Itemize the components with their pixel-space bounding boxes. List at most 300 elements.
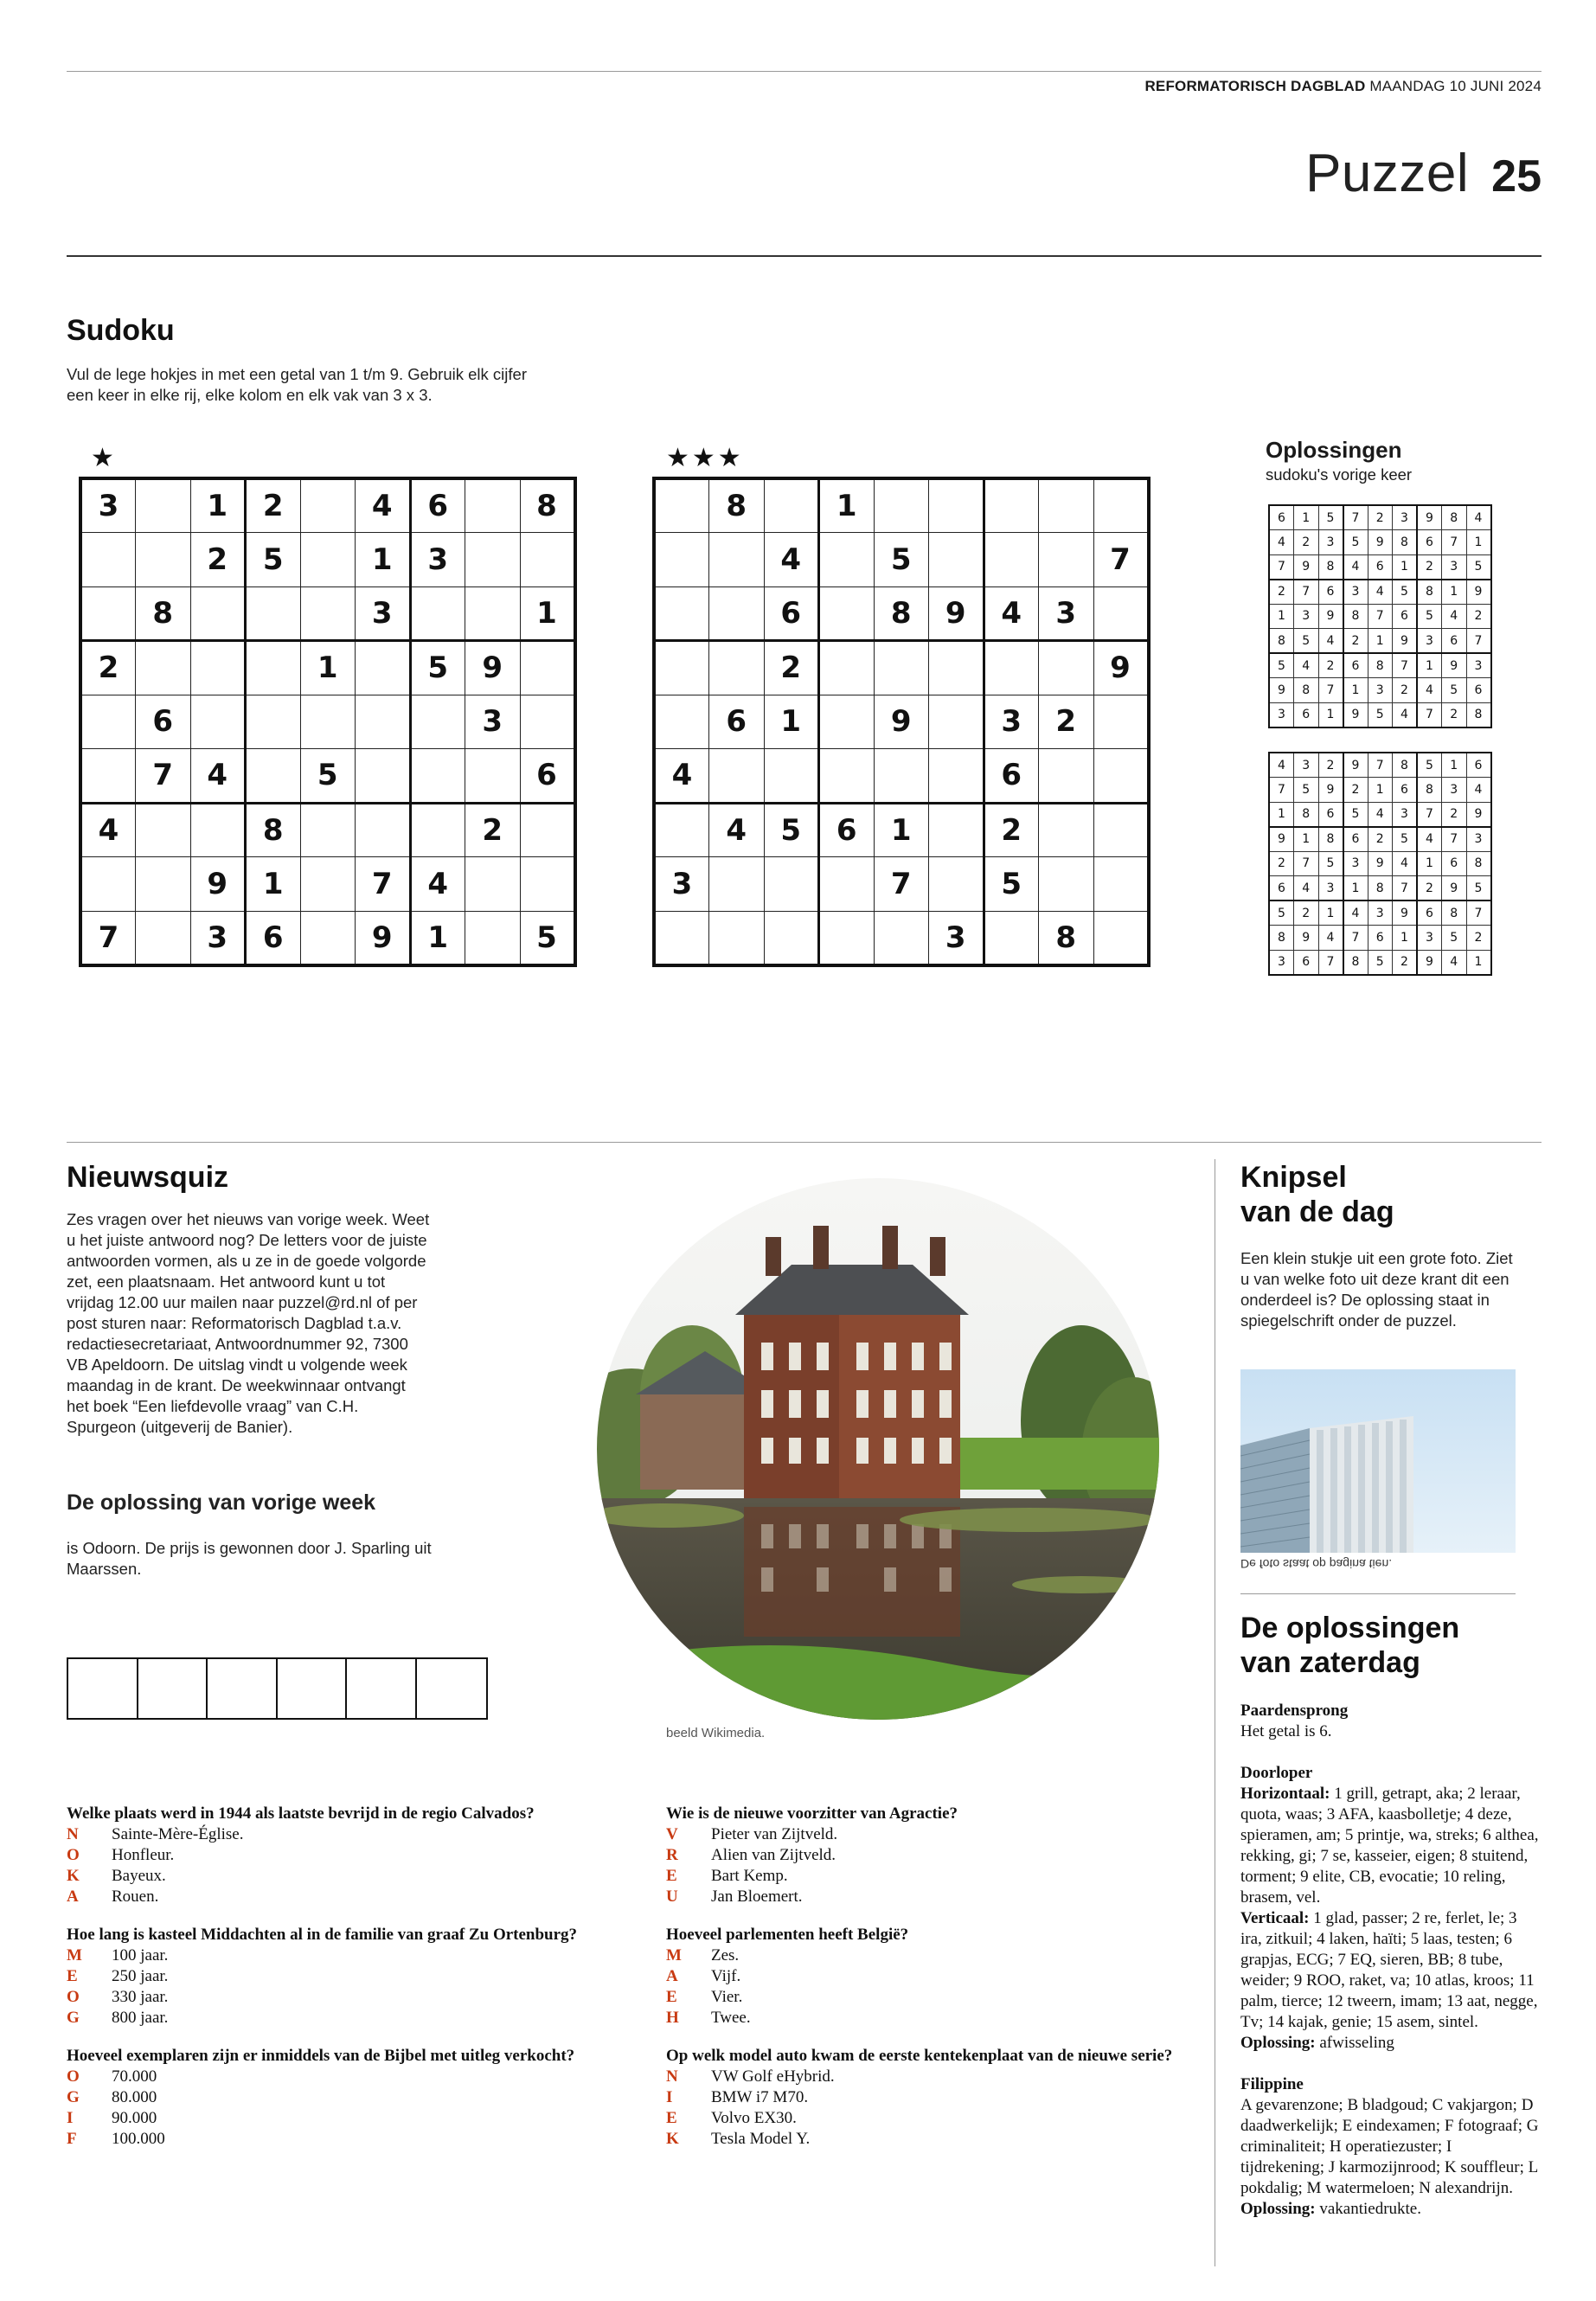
answer-option	[67, 1945, 586, 1966]
grid-cell[interactable]	[300, 803, 356, 857]
zaterdag-solutions	[1240, 1701, 1539, 2220]
grid-cell[interactable]	[1093, 695, 1149, 749]
grid-cell[interactable]: 7	[1093, 533, 1149, 587]
option-letter: A	[67, 1888, 79, 1906]
grid-cell: 8	[1442, 901, 1467, 926]
grid-cell[interactable]: 4	[709, 803, 765, 857]
grid-cell[interactable]: 6	[984, 749, 1039, 804]
grid-cell[interactable]	[465, 533, 521, 587]
grid-cell: 2	[1269, 580, 1294, 605]
grid-cell[interactable]	[1093, 478, 1149, 533]
grid-cell[interactable]: 5	[764, 803, 819, 857]
grid-cell[interactable]	[929, 533, 984, 587]
grid-cell[interactable]	[136, 911, 191, 965]
grid-cell[interactable]	[709, 911, 765, 965]
grid-cell[interactable]: 9	[465, 641, 521, 695]
solution-grid-2	[1268, 752, 1492, 976]
grid-cell: 9	[1343, 753, 1368, 778]
paardensprong-text: Het getal is 6.	[1240, 1722, 1332, 1740]
grid-cell[interactable]: 8	[1039, 911, 1094, 965]
grid-cell: 9	[1294, 926, 1319, 951]
grid-cell: 5	[1466, 554, 1491, 580]
grid-cell: 7	[1343, 926, 1368, 951]
grid-cell[interactable]	[190, 695, 246, 749]
doorloper-solution-label: Oplossing:	[1240, 2034, 1316, 2052]
grid-cell: 2	[1343, 629, 1368, 654]
grid-cell[interactable]	[709, 857, 765, 912]
grid-cell[interactable]: 1	[520, 586, 575, 641]
grid-cell: 4	[1343, 901, 1368, 926]
grid-cell[interactable]	[136, 857, 191, 912]
grid-cell: 8	[1368, 653, 1393, 678]
grid-cell[interactable]	[356, 803, 411, 857]
answer-option	[666, 1866, 1185, 1887]
question-text: Welke plaats werd in 1944 als laatste bevrijd in de regio Calvados?	[67, 1804, 535, 1823]
sudoku-title: Sudoku	[67, 314, 175, 347]
option-letter: O	[67, 2067, 80, 2086]
grid-cell[interactable]	[1039, 749, 1094, 804]
nieuwsquiz-title: Nieuwsquiz	[67, 1161, 229, 1194]
grid-cell[interactable]	[654, 533, 709, 587]
grid-cell[interactable]	[819, 749, 875, 804]
grid-cell[interactable]: 5	[520, 911, 575, 965]
grid-cell[interactable]: 4	[190, 749, 246, 804]
grid-cell[interactable]	[929, 749, 984, 804]
grid-cell: 4	[1343, 554, 1368, 580]
photo-credit: beeld Wikimedia.	[666, 1726, 766, 1740]
grid-cell[interactable]: 2	[984, 803, 1039, 857]
grid-cell: 3	[1294, 604, 1319, 629]
grid-cell: 4	[1442, 604, 1467, 629]
grid-cell[interactable]	[1039, 857, 1094, 912]
section-name: Puzzel	[1305, 144, 1470, 203]
grid-cell[interactable]	[410, 695, 465, 749]
option-letter: E	[666, 1988, 677, 2006]
grid-cell[interactable]: 3	[929, 911, 984, 965]
grid-cell[interactable]	[80, 857, 136, 912]
grid-cell[interactable]	[356, 641, 411, 695]
grid-cell: 5	[1417, 753, 1442, 778]
grid-cell[interactable]	[300, 911, 356, 965]
grid-cell[interactable]: 7	[874, 857, 929, 912]
grid-cell[interactable]	[465, 478, 521, 533]
grid-cell[interactable]: 3	[410, 533, 465, 587]
answer-box[interactable]	[68, 1659, 138, 1718]
grid-cell[interactable]	[300, 695, 356, 749]
grid-cell[interactable]: 8	[709, 478, 765, 533]
answer-box[interactable]	[208, 1659, 278, 1718]
grid-cell: 7	[1442, 530, 1467, 555]
grid-cell[interactable]	[709, 641, 765, 695]
grid-cell: 5	[1343, 802, 1368, 827]
grid-cell[interactable]	[874, 749, 929, 804]
grid-cell[interactable]	[764, 857, 819, 912]
grid-cell[interactable]: 1	[246, 857, 301, 912]
grid-cell[interactable]: 2	[764, 641, 819, 695]
grid-cell: 4	[1269, 530, 1294, 555]
grid-cell[interactable]: 7	[356, 857, 411, 912]
grid-cell[interactable]	[520, 857, 575, 912]
grid-cell: 6	[1368, 554, 1393, 580]
grid-cell[interactable]: 6	[520, 749, 575, 804]
grid-cell[interactable]: 4	[356, 478, 411, 533]
grid-cell[interactable]	[1093, 586, 1149, 641]
grid-cell: 5	[1343, 530, 1368, 555]
answer-option	[67, 1987, 586, 2008]
grid-cell[interactable]: 9	[190, 857, 246, 912]
answer-option	[67, 1866, 586, 1887]
grid-cell[interactable]	[764, 478, 819, 533]
grid-cell[interactable]: 1	[190, 478, 246, 533]
horizontaal-label: Horizontaal:	[1240, 1785, 1330, 1803]
grid-cell[interactable]	[136, 641, 191, 695]
grid-cell[interactable]	[764, 749, 819, 804]
grid-cell: 3	[1466, 827, 1491, 852]
grid-cell[interactable]	[929, 641, 984, 695]
grid-cell[interactable]	[465, 586, 521, 641]
grid-cell[interactable]: 6	[136, 695, 191, 749]
answer-box[interactable]	[278, 1659, 348, 1718]
grid-cell: 1	[1318, 901, 1343, 926]
grid-cell[interactable]	[874, 911, 929, 965]
grid-cell[interactable]	[874, 641, 929, 695]
grid-cell[interactable]	[520, 641, 575, 695]
grid-cell[interactable]	[819, 641, 875, 695]
grid-cell: 9	[1294, 554, 1319, 580]
answer-option	[666, 2087, 1185, 2108]
solution-grid-1	[1268, 504, 1492, 728]
option-letter: M	[666, 1946, 682, 1965]
filippine-solution-value: vakantiedrukte.	[1319, 2200, 1421, 2218]
grid-cell[interactable]	[410, 586, 465, 641]
grid-cell: 7	[1343, 505, 1368, 530]
grid-cell[interactable]	[654, 478, 709, 533]
option-letter: F	[67, 2130, 77, 2148]
grid-cell[interactable]: 1	[356, 533, 411, 587]
grid-cell[interactable]	[709, 586, 765, 641]
answer-option	[67, 2008, 586, 2029]
grid-cell[interactable]	[520, 695, 575, 749]
grid-cell[interactable]: 8	[136, 586, 191, 641]
grid-cell: 8	[1269, 629, 1294, 654]
grid-cell: 3	[1269, 950, 1294, 975]
grid-cell[interactable]: 7	[80, 911, 136, 965]
grid-cell[interactable]	[520, 803, 575, 857]
grid-cell[interactable]: 8	[246, 803, 301, 857]
grid-cell: 6	[1466, 678, 1491, 703]
grid-cell[interactable]: 2	[80, 641, 136, 695]
grid-cell: 4	[1269, 753, 1294, 778]
option-letter: G	[67, 2088, 80, 2106]
grid-cell: 9	[1393, 901, 1418, 926]
grid-cell[interactable]: 6	[709, 695, 765, 749]
grid-cell[interactable]	[709, 749, 765, 804]
grid-cell[interactable]: 3	[1039, 586, 1094, 641]
answer-box[interactable]	[347, 1659, 417, 1718]
grid-cell[interactable]	[654, 586, 709, 641]
grid-cell[interactable]	[136, 803, 191, 857]
grid-cell[interactable]	[929, 478, 984, 533]
grid-cell[interactable]	[654, 641, 709, 695]
grid-cell[interactable]	[246, 586, 301, 641]
grid-cell[interactable]	[410, 749, 465, 804]
grid-cell: 3	[1466, 653, 1491, 678]
grid-cell: 6	[1417, 901, 1442, 926]
grid-cell: 2	[1294, 901, 1319, 926]
option-letter: I	[666, 2088, 673, 2106]
grid-cell: 4	[1294, 653, 1319, 678]
grid-cell: 9	[1318, 604, 1343, 629]
grid-cell[interactable]	[80, 695, 136, 749]
grid-cell[interactable]	[819, 857, 875, 912]
grid-cell[interactable]: 1	[410, 911, 465, 965]
grid-cell[interactable]	[80, 749, 136, 804]
option-letter: K	[666, 2130, 679, 2148]
grid-cell[interactable]	[246, 695, 301, 749]
option-text: VW Golf eHybrid.	[711, 2067, 835, 2086]
grid-cell: 5	[1442, 678, 1467, 703]
grid-cell[interactable]	[874, 478, 929, 533]
grid-cell[interactable]	[80, 586, 136, 641]
grid-cell[interactable]: 8	[874, 586, 929, 641]
answer-option	[67, 2108, 586, 2129]
grid-cell: 1	[1442, 753, 1467, 778]
grid-cell[interactable]	[1093, 803, 1149, 857]
option-letter: E	[666, 1867, 677, 1885]
grid-cell: 7	[1417, 702, 1442, 727]
option-text: 250 jaar.	[112, 1967, 169, 1985]
answer-option	[67, 2067, 586, 2087]
grid-cell[interactable]	[520, 533, 575, 587]
grid-cell: 6	[1417, 530, 1442, 555]
grid-cell[interactable]	[356, 749, 411, 804]
grid-cell[interactable]	[819, 586, 875, 641]
grid-cell[interactable]	[1039, 803, 1094, 857]
grid-cell[interactable]: 9	[356, 911, 411, 965]
grid-cell[interactable]	[465, 857, 521, 912]
answer-box[interactable]	[417, 1659, 487, 1718]
grid-cell[interactable]	[984, 478, 1039, 533]
grid-cell: 5	[1269, 901, 1294, 926]
answer-option	[666, 2008, 1185, 2029]
grid-cell[interactable]	[300, 586, 356, 641]
grid-cell: 9	[1393, 629, 1418, 654]
grid-cell[interactable]: 6	[819, 803, 875, 857]
grid-cell[interactable]	[190, 641, 246, 695]
grid-cell: 2	[1466, 926, 1491, 951]
doorloper-title: Doorloper	[1240, 1764, 1313, 1782]
grid-cell[interactable]	[1039, 478, 1094, 533]
answer-option	[67, 1966, 586, 1987]
grid-cell: 2	[1368, 505, 1393, 530]
grid-cell: 9	[1417, 950, 1442, 975]
grid-cell[interactable]	[246, 641, 301, 695]
grid-cell[interactable]	[300, 533, 356, 587]
grid-cell[interactable]	[819, 695, 875, 749]
zaterdag-title-line1: De oplossingen	[1240, 1612, 1460, 1644]
grid-cell: 3	[1417, 926, 1442, 951]
grid-cell[interactable]	[136, 533, 191, 587]
grid-cell[interactable]: 6	[410, 478, 465, 533]
grid-cell: 6	[1343, 827, 1368, 852]
grid-cell[interactable]	[984, 911, 1039, 965]
zaterdag-title-line2: van zaterdag	[1240, 1646, 1420, 1679]
grid-cell[interactable]: 2	[190, 533, 246, 587]
option-text: Twee.	[711, 2009, 751, 2027]
grid-cell[interactable]: 6	[764, 586, 819, 641]
grid-cell[interactable]	[465, 749, 521, 804]
grid-cell: 3	[1368, 901, 1393, 926]
grid-cell: 6	[1318, 580, 1343, 605]
answer-option	[666, 1845, 1185, 1866]
grid-cell[interactable]	[300, 478, 356, 533]
grid-cell[interactable]	[929, 803, 984, 857]
grid-cell: 7	[1417, 802, 1442, 827]
grid-cell[interactable]: 2	[246, 478, 301, 533]
grid-cell[interactable]: 1	[764, 695, 819, 749]
grid-cell: 4	[1393, 851, 1418, 876]
grid-cell[interactable]	[465, 911, 521, 965]
grid-cell[interactable]: 3	[80, 478, 136, 533]
grid-cell[interactable]	[410, 803, 465, 857]
quiz-column-right	[666, 1804, 1185, 2167]
grid-cell[interactable]: 5	[984, 857, 1039, 912]
grid-cell[interactable]	[1093, 911, 1149, 965]
top-rule	[67, 71, 1542, 72]
sudoku-hard-grid	[652, 477, 1151, 967]
option-letter: A	[666, 1967, 678, 1985]
grid-cell: 7	[1393, 653, 1418, 678]
grid-cell[interactable]: 6	[246, 911, 301, 965]
grid-cell[interactable]	[136, 478, 191, 533]
grid-cell: 5	[1393, 827, 1418, 852]
option-text: 80.000	[112, 2088, 157, 2106]
grid-cell: 8	[1318, 554, 1343, 580]
grid-cell[interactable]: 5	[874, 533, 929, 587]
grid-cell[interactable]: 5	[410, 641, 465, 695]
grid-cell[interactable]: 3	[356, 586, 411, 641]
question-text: Op welk model auto kwam de eerste kentekenplaat van de nieuwe serie?	[666, 2047, 1173, 2065]
grid-cell: 3	[1294, 753, 1319, 778]
grid-cell: 2	[1368, 827, 1393, 852]
grid-cell[interactable]: 4	[654, 749, 709, 804]
grid-cell: 5	[1294, 778, 1319, 803]
grid-cell[interactable]	[929, 695, 984, 749]
grid-cell: 5	[1368, 702, 1393, 727]
grid-cell[interactable]	[1039, 533, 1094, 587]
grid-cell: 2	[1343, 778, 1368, 803]
grid-cell: 7	[1294, 851, 1319, 876]
option-letter: V	[666, 1825, 678, 1843]
grid-cell: 2	[1417, 554, 1442, 580]
answer-option	[666, 1824, 1185, 1845]
grid-cell[interactable]: 7	[136, 749, 191, 804]
grid-cell[interactable]	[1093, 749, 1149, 804]
grid-cell: 9	[1442, 653, 1467, 678]
grid-cell: 8	[1343, 604, 1368, 629]
grid-cell[interactable]	[709, 533, 765, 587]
answer-box[interactable]	[138, 1659, 208, 1718]
grid-cell: 2	[1442, 702, 1467, 727]
grid-cell: 1	[1318, 702, 1343, 727]
grid-cell: 3	[1318, 530, 1343, 555]
grid-cell[interactable]	[929, 857, 984, 912]
grid-cell: 8	[1393, 530, 1418, 555]
masthead-date: MAANDAG 10 JUNI 2024	[1369, 78, 1542, 94]
grid-cell[interactable]: 5	[246, 533, 301, 587]
answer-boxes[interactable]	[67, 1657, 488, 1720]
option-text: Alien van Zijtveld.	[711, 1846, 836, 1864]
difficulty-easy: ★	[91, 444, 117, 472]
grid-cell[interactable]	[1039, 641, 1094, 695]
grid-cell: 8	[1466, 851, 1491, 876]
grid-cell[interactable]	[190, 586, 246, 641]
grid-cell[interactable]: 9	[874, 695, 929, 749]
grid-cell[interactable]	[764, 911, 819, 965]
grid-cell[interactable]	[654, 803, 709, 857]
quiz-question	[666, 2046, 1185, 2150]
option-text: Tesla Model Y.	[711, 2130, 811, 2148]
grid-cell: 3	[1393, 802, 1418, 827]
grid-cell: 4	[1466, 778, 1491, 803]
grid-cell[interactable]: 3	[465, 695, 521, 749]
grid-cell[interactable]	[190, 803, 246, 857]
grid-cell[interactable]	[1093, 857, 1149, 912]
section-title	[1305, 143, 1542, 204]
knipsel-title-line2: van de dag	[1240, 1195, 1394, 1228]
grid-cell[interactable]	[819, 533, 875, 587]
grid-cell[interactable]	[984, 533, 1039, 587]
grid-cell: 5	[1417, 604, 1442, 629]
grid-cell[interactable]: 9	[1093, 641, 1149, 695]
grid-cell[interactable]	[80, 533, 136, 587]
option-letter: O	[67, 1846, 80, 1864]
grid-cell[interactable]: 8	[520, 478, 575, 533]
grid-cell[interactable]: 2	[465, 803, 521, 857]
mid-rule	[67, 1142, 1542, 1143]
grid-cell[interactable]	[654, 695, 709, 749]
grid-cell: 1	[1343, 678, 1368, 703]
quiz-question	[666, 1925, 1185, 2029]
grid-cell[interactable]	[356, 695, 411, 749]
grid-cell: 1	[1393, 554, 1418, 580]
grid-cell[interactable]	[300, 857, 356, 912]
grid-cell[interactable]: 4	[984, 586, 1039, 641]
grid-cell[interactable]: 3	[984, 695, 1039, 749]
sudoku-easy-grid	[79, 477, 577, 967]
grid-cell[interactable]	[984, 641, 1039, 695]
grid-cell: 9	[1269, 678, 1294, 703]
grid-cell[interactable]: 4	[410, 857, 465, 912]
grid-cell[interactable]	[819, 911, 875, 965]
grid-cell[interactable]	[654, 911, 709, 965]
grid-cell[interactable]: 5	[300, 749, 356, 804]
filippine-solution-label: Oplossing:	[1240, 2200, 1316, 2218]
grid-cell: 6	[1318, 802, 1343, 827]
quiz-column-left	[67, 1804, 586, 2167]
grid-cell[interactable]: 1	[300, 641, 356, 695]
grid-cell[interactable]: 4	[80, 803, 136, 857]
grid-cell[interactable]: 3	[654, 857, 709, 912]
grid-cell[interactable]: 1	[874, 803, 929, 857]
grid-cell[interactable]: 3	[190, 911, 246, 965]
grid-cell[interactable]: 4	[764, 533, 819, 587]
grid-cell: 5	[1318, 851, 1343, 876]
grid-cell[interactable]: 2	[1039, 695, 1094, 749]
grid-cell[interactable]: 9	[929, 586, 984, 641]
grid-cell[interactable]	[246, 749, 301, 804]
grid-cell[interactable]: 1	[819, 478, 875, 533]
